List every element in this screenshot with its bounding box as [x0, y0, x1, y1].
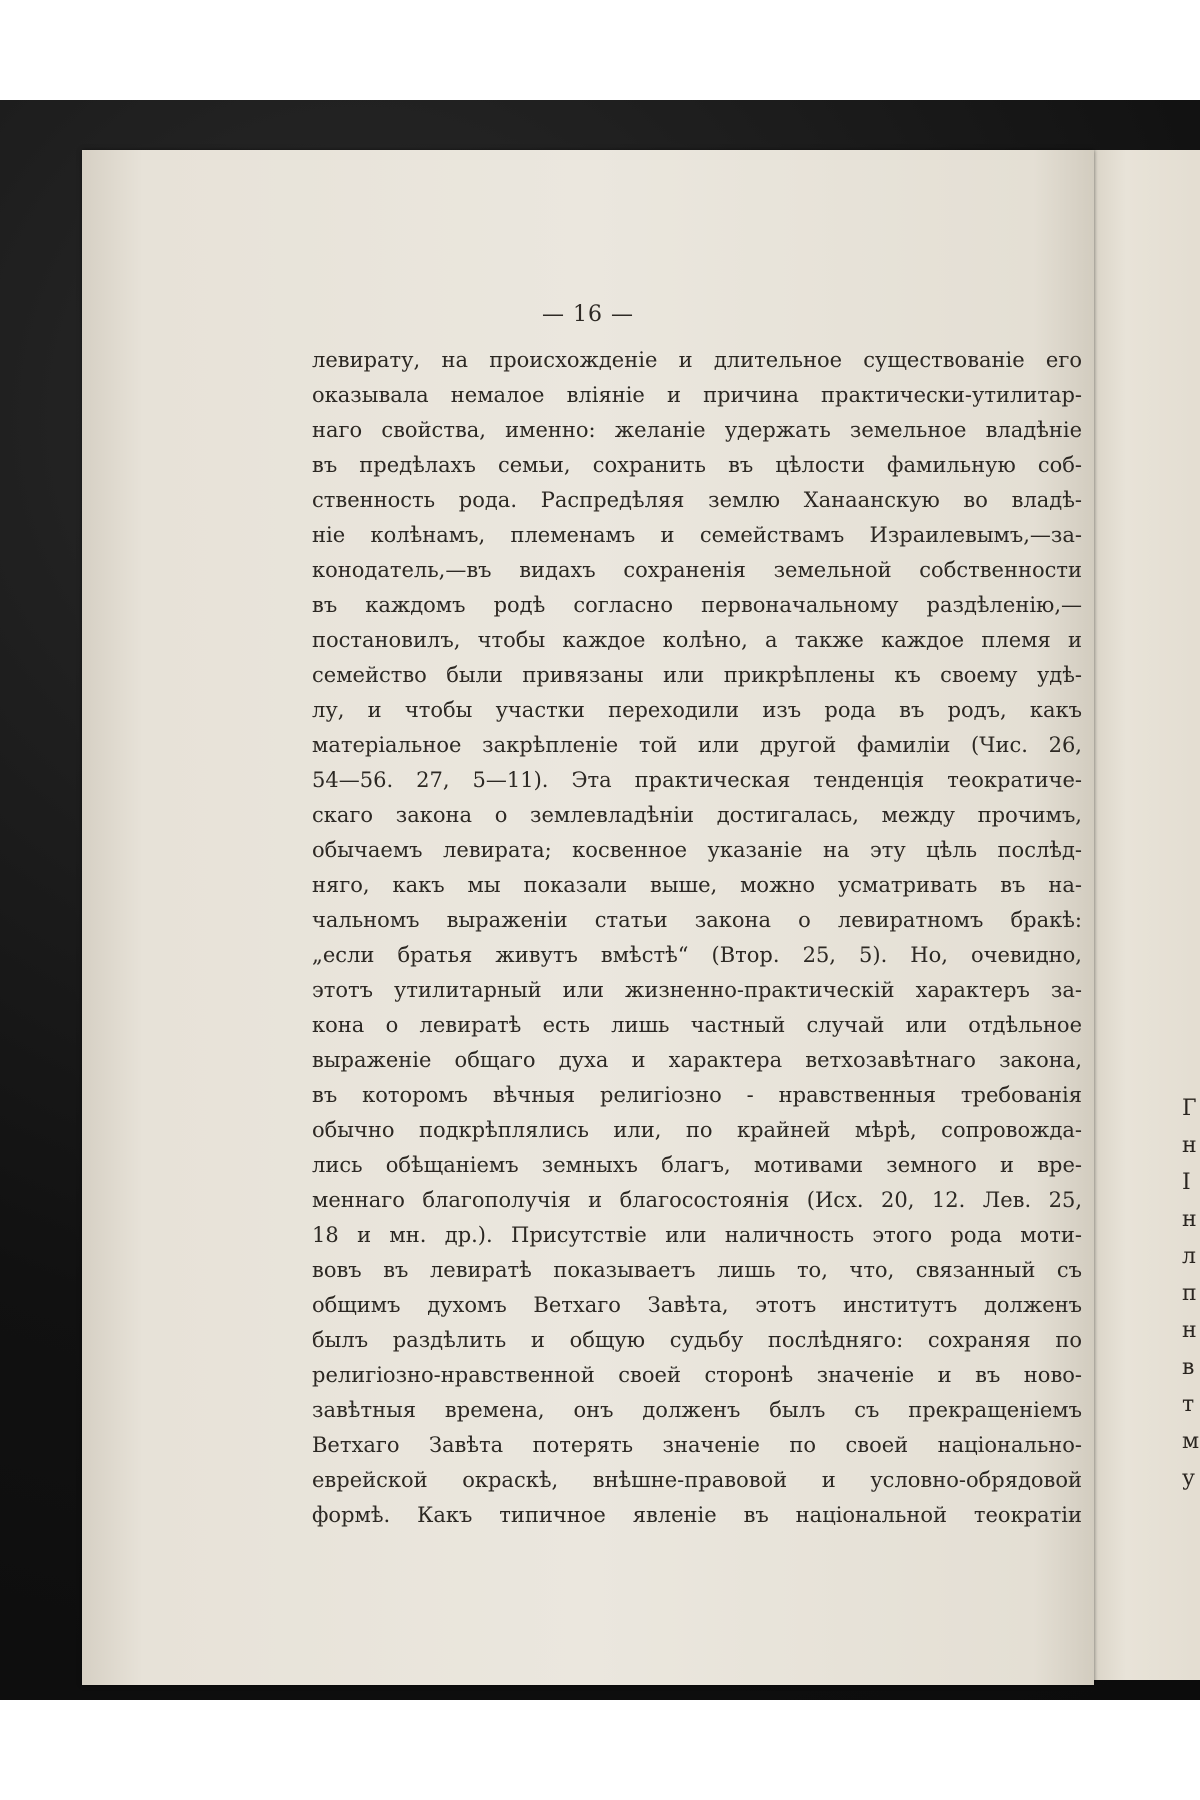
text-line: наго свойства, именно: желаніе удержать земельное владѣніе [312, 418, 1082, 442]
page-number: — 16 — [542, 302, 634, 327]
text-line: лись обѣщаніемъ земныхъ благъ, мотивами земного и вре- [312, 1153, 1082, 1177]
text-line: няго, какъ мы показали выше, можно усматривать въ на- [312, 873, 1082, 897]
edge-letter: Г [1182, 1096, 1197, 1121]
text-line: конодатель,—въ видахъ сохраненія земельной собственности [312, 558, 1082, 582]
book-page [82, 150, 1094, 1685]
edge-letter: т [1182, 1392, 1195, 1417]
text-line: ственность рода. Распредѣляя землю Ханаанскую во владѣ- [312, 488, 1082, 512]
text-line: общимъ духомъ Ветхаго Завѣта, этотъ институтъ долженъ [312, 1293, 1082, 1317]
edge-letter: в [1182, 1355, 1195, 1380]
text-line: завѣтныя времена, онъ долженъ былъ съ прекращеніемъ [312, 1398, 1082, 1422]
text-line: еврейской окраскѣ, внѣшне-правовой и условно-обрядовой [312, 1468, 1082, 1492]
text-line: въ каждомъ родѣ согласно первоначальному раздѣленію,— [312, 593, 1082, 617]
text-line: Ветхаго Завѣта потерять значеніе по своей національно- [312, 1433, 1082, 1457]
body-text [312, 343, 1082, 1533]
edge-letter: н [1182, 1207, 1197, 1232]
text-line: религіозно-нравственной своей сторонѣ значеніе и въ ново- [312, 1363, 1082, 1387]
edge-letter: л [1182, 1244, 1196, 1269]
edge-letter: н [1182, 1318, 1197, 1343]
text-line: выраженіе общаго духа и характера ветхозавѣтнаго закона, [312, 1048, 1082, 1072]
adjacent-page-edge-text [1182, 1090, 1200, 1497]
text-line: постановилъ, чтобы каждое колѣно, а также каждое племя и [312, 628, 1082, 652]
text-line: въ предѣлахъ семьи, сохранить въ цѣлости фамильную соб- [312, 453, 1082, 477]
text-line: кона о левиратѣ есть лишь частный случай или отдѣльное [312, 1013, 1082, 1037]
adjacent-page [1090, 150, 1200, 1680]
edge-letter: п [1182, 1281, 1197, 1306]
text-line: чальномъ выраженіи статьи закона о левиратномъ бракѣ: [312, 908, 1082, 932]
text-line: матеріальное закрѣпленіе той или другой фамиліи (Чис. 26, [312, 733, 1082, 757]
edge-letter: у [1182, 1466, 1195, 1491]
text-line: „если братья живутъ вмѣстѣ“ (Втор. 25, 5). Но, очевидно, [312, 943, 1082, 967]
text-line: оказывала немалое вліяніе и причина практически-утилитар- [312, 383, 1082, 407]
text-line: семейство были привязаны или прикрѣплены къ своему удѣ- [312, 663, 1082, 687]
text-line: 54—56. 27, 5—11). Эта практическая тенденція теократиче- [312, 768, 1082, 792]
edge-letter: І [1182, 1170, 1191, 1195]
text-line: былъ раздѣлить и общую судьбу послѣдняго: сохраняя по [312, 1328, 1082, 1352]
edge-letter: н [1182, 1133, 1197, 1158]
text-line: обычаемъ левирата; косвенное указаніе на эту цѣль послѣд- [312, 838, 1082, 862]
text-line: формѣ. Какъ типичное явленіе въ національной теократіи [312, 1503, 1082, 1527]
text-line: 18 и мн. др.). Присутствіе или наличность этого рода моти- [312, 1223, 1082, 1247]
text-line: въ которомъ вѣчныя религіозно - нравственныя требованія [312, 1083, 1082, 1107]
text-line: левирату, на происхожденіе и длительное существованіе его [312, 348, 1082, 372]
text-line: меннаго благополучія и благосостоянія (Исх. 20, 12. Лев. 25, [312, 1188, 1082, 1212]
text-line: ніе колѣнамъ, племенамъ и семействамъ Израилевымъ,—за- [312, 523, 1082, 547]
text-line: лу, и чтобы участки переходили изъ рода въ родъ, какъ [312, 698, 1082, 722]
text-line: обычно подкрѣплялись или, по крайней мѣрѣ, сопровождa- [312, 1118, 1082, 1142]
text-line: скаго закона о землевладѣніи достигалась, между прочимъ, [312, 803, 1082, 827]
text-line: вовъ въ левиратѣ показываетъ лишь то, что, связанный съ [312, 1258, 1082, 1282]
edge-letter: м [1182, 1429, 1200, 1454]
text-line: этотъ утилитарный или жизненно-практическій характеръ за- [312, 978, 1082, 1002]
